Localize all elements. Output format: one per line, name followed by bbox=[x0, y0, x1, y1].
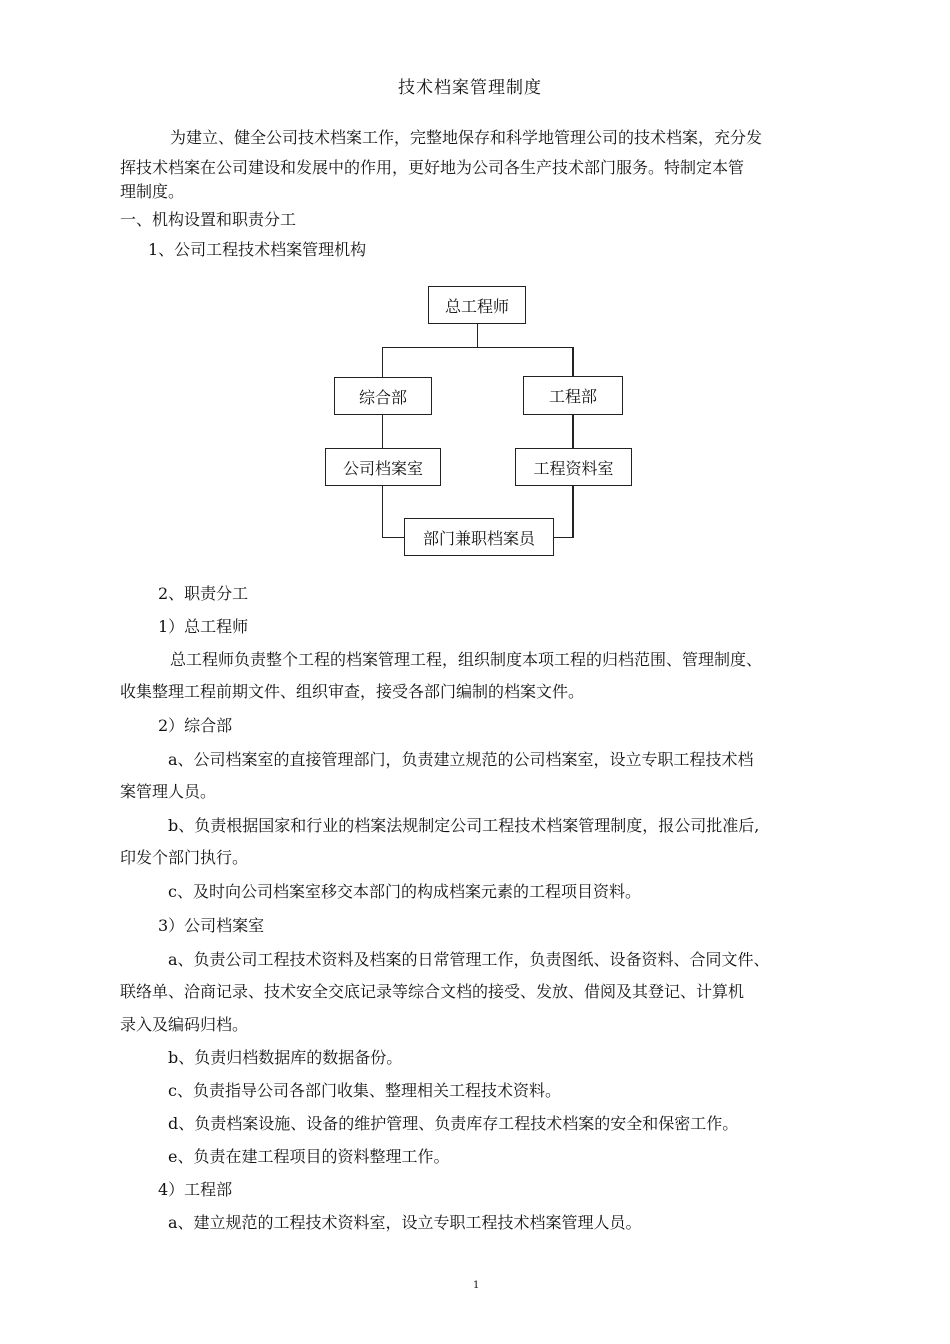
connector-line bbox=[382, 347, 573, 348]
connector-line bbox=[553, 537, 574, 538]
org-node-engineering-dept: 工程部 bbox=[523, 376, 623, 415]
org-node-chief-engineer: 总工程师 bbox=[428, 286, 526, 324]
item2-heading: 2）综合部 bbox=[158, 716, 233, 735]
item1-line-1: 总工程师负责整个工程的档案管理工程，组织制度本项工程的归档范围、管理制度、 bbox=[170, 650, 763, 669]
item2-c: c、及时向公司档案室移交本部门的构成档案元素的工程项目资料。 bbox=[168, 882, 641, 901]
intro-line-1: 为建立、健全公司技术档案工作，完整地保存和科学地管理公司的技术档案，充分发 bbox=[170, 128, 763, 147]
item3-b: b、负责归档数据库的数据备份。 bbox=[168, 1048, 403, 1067]
connector-line bbox=[572, 414, 574, 448]
connector-line bbox=[382, 537, 405, 538]
connector-line bbox=[572, 347, 574, 377]
intro-line-3: 理制度。 bbox=[120, 182, 185, 201]
connector-line bbox=[382, 486, 383, 538]
connector-line bbox=[572, 486, 574, 538]
org-node-dept-archivists: 部门兼职档案员 bbox=[404, 518, 554, 556]
item3-e: e、负责在建工程项目的资料整理工作。 bbox=[168, 1147, 450, 1166]
sub2-heading: 2、职责分工 bbox=[158, 584, 249, 603]
item1-heading: 1）总工程师 bbox=[158, 617, 249, 636]
item2-b-line-1: b、负责根据国家和行业的档案法规制定公司工程技术档案管理制度，报公司批准后, bbox=[168, 816, 760, 835]
page-number: 1 bbox=[473, 1280, 480, 1291]
org-node-general-dept: 综合部 bbox=[334, 377, 432, 415]
sub1-heading: 1、公司工程技术档案管理机构 bbox=[148, 240, 367, 259]
item3-d: d、负责档案设施、设备的维护管理、负责库存工程技术档案的安全和保密工作。 bbox=[168, 1114, 739, 1133]
item4-heading: 4）工程部 bbox=[158, 1180, 233, 1199]
item1-line-2: 收集整理工程前期文件、组织审查，接受各部门编制的档案文件。 bbox=[120, 682, 585, 701]
item4-a: a、建立规范的工程技术资料室，设立专职工程技术档案管理人员。 bbox=[168, 1213, 642, 1232]
org-node-archive-room: 公司档案室 bbox=[325, 448, 441, 486]
item3-a-line-3: 录入及编码归档。 bbox=[120, 1015, 249, 1034]
item3-c: c、负责指导公司各部门收集、整理相关工程技术资料。 bbox=[168, 1081, 561, 1100]
org-node-data-room: 工程资料室 bbox=[515, 448, 632, 486]
connector-line bbox=[382, 347, 383, 377]
item3-heading: 3）公司档案室 bbox=[158, 916, 265, 935]
connector-line bbox=[382, 415, 383, 448]
intro-line-2: 挥技术档案在公司建设和发展中的作用，更好地为公司各生产技术部门服务。特制定本管 bbox=[120, 158, 745, 177]
item2-b-line-2: 印发个部门执行。 bbox=[120, 848, 249, 867]
item2-a-line-2: 案管理人员。 bbox=[120, 782, 217, 801]
connector-line bbox=[477, 323, 478, 348]
item3-a-line-2: 联络单、洽商记录、技术安全交底记录等综合文档的接受、发放、借阅及其登记、计算机 bbox=[120, 982, 745, 1001]
item3-a-line-1: a、负责公司工程技术资料及档案的日常管理工作，负责图纸、设备资料、合同文件、 bbox=[168, 950, 770, 969]
document-title: 技术档案管理制度 bbox=[398, 78, 542, 98]
section1-heading: 一、机构设置和职责分工 bbox=[120, 210, 297, 229]
item2-a-line-1: a、公司档案室的直接管理部门，负责建立规范的公司档案室，设立专职工程技术档 bbox=[168, 750, 754, 769]
